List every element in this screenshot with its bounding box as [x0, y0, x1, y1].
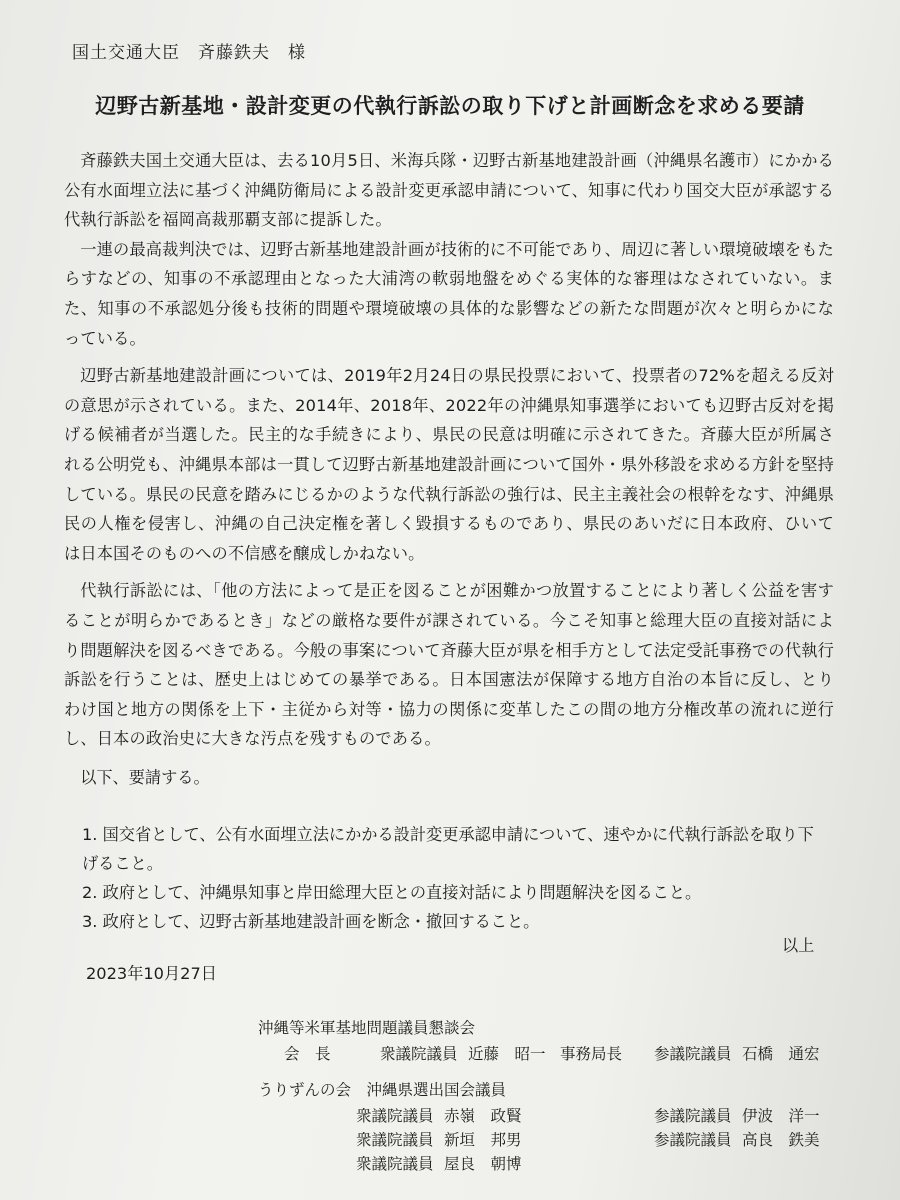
member-house: 参議院議員: [654, 1131, 732, 1149]
member-house: 衆議院議員: [356, 1155, 434, 1173]
member-name: 赤嶺 政賢: [444, 1107, 522, 1125]
paragraph-1: 斉藤鉄夫国土交通大臣は、去る10月5日、米海兵隊・辺野古新基地建設計画（沖縄県名護市）にかかる公有水面埋立法に基づく沖縄防衛局による設計変更承認申請について、知事に代わり国交大臣が承認する代執行訴訟を福岡高裁那覇支部に提訴した。: [64, 151, 834, 230]
request-item: 1. 国交省として、公有水面埋立法にかかる設計変更承認申請について、速やかに代執行訴訟を取り下げること。: [82, 825, 814, 873]
group1-secretary-name: 石橋 通宏: [742, 1045, 820, 1063]
member-name: 新垣 邦男: [444, 1131, 522, 1149]
request-intro: 以下、要請する。: [80, 768, 210, 787]
request-list: [82, 820, 822, 936]
group1-chair-house: 衆議院議員: [380, 1045, 458, 1063]
member-house: 参議院議員: [654, 1107, 732, 1125]
group1-chair-name: 近藤 昭一: [468, 1045, 546, 1063]
document-body: [64, 146, 834, 754]
member-house: 衆議院議員: [356, 1107, 434, 1125]
paragraph-4: 代執行訴訟には、「他の方法によって是正を図ることが困難かつ放置することにより著しく公益を害することが明らかであるとき」などの厳格な要件が課されている。今こそ知事と総理大臣の直接対話により問題解決を図るべきである。今般の事案について斉藤大臣が県を相手方として法定受託事務での代執行訴訟を行うことは、歴史上はじめての暴挙である。日本国憲法が保障する地方自治の本旨に反し、とりわけ国と地方の関係を上下・主従から対等・協力の関係に変革したこの間の地方分権改革の流れに逆行し、日本の政治史に大きな汚点を残すものである。: [64, 581, 834, 749]
member-house: 衆議院議員: [356, 1131, 434, 1149]
group1-secretary-role: 事務局長: [560, 1045, 623, 1063]
member-name: 伊波 洋一: [742, 1107, 820, 1125]
group1-chair-role: 会 長: [284, 1045, 331, 1063]
request-item: 3. 政府として、辺野古新基地建設計画を断念・撤回すること。: [82, 912, 540, 931]
member-name: 屋良 朝博: [444, 1155, 522, 1173]
document-title: 辺野古新基地・設計変更の代執行訴訟の取り下げと計画断念を求める要請: [95, 94, 805, 118]
closing-mark: 以上: [782, 936, 815, 955]
document-date: 2023年10月27日: [86, 964, 217, 983]
group2-name: うりずんの会 沖縄県選出国会議員: [258, 1081, 507, 1099]
group1-secretary-house: 参議院議員: [654, 1045, 732, 1063]
paragraph-2: 一連の最高裁判決では、辺野古新基地建設計画が技術的に不可能であり、周辺に著しい環境破壊をもたらすなどの、知事の不承認理由となった大浦湾の軟弱地盤をめぐる実体的な審理はなされていない。また、知事の不承認処分後も技術的問題や環境破壊の具体的な影響などの新たな問題が次々と明らかになっている。: [64, 239, 835, 348]
paragraph-3: 辺野古新基地建設計画については、2019年2月24日の県民投票において、投票者の72%を超える反対の意思が示されている。また、2014年、2018年、2022年の沖縄県知事選挙においても辺野古反対を掲げる候補者が当選した。民主的な手続きにより、県民の民意は明確に示されてきた。斉藤大臣が所属される公明党も、沖縄県本部は一貫して辺野古新基地建設計画について国外・県外移設を求める方針を堅持している。県民の民意を踏みにじるかのような代執行訴訟の強行は、民主主義社会の根幹をなす、沖縄県民の人権を侵害し、沖縄の自己決定権を著しく毀損するものであり、県民のあいだに日本政府、ひいては日本国そのものへの不信感を醸成しかねない。: [64, 366, 834, 563]
group1-name: 沖縄等米軍基地問題議員懇談会: [258, 1019, 476, 1037]
addressee: 国土交通大臣 斉藤鉄夫 様: [72, 43, 306, 63]
request-item: 2. 政府として、沖縄県知事と岸田総理大臣との直接対話により問題解決を図ること。: [82, 883, 702, 902]
member-name: 高良 鉄美: [742, 1131, 820, 1149]
